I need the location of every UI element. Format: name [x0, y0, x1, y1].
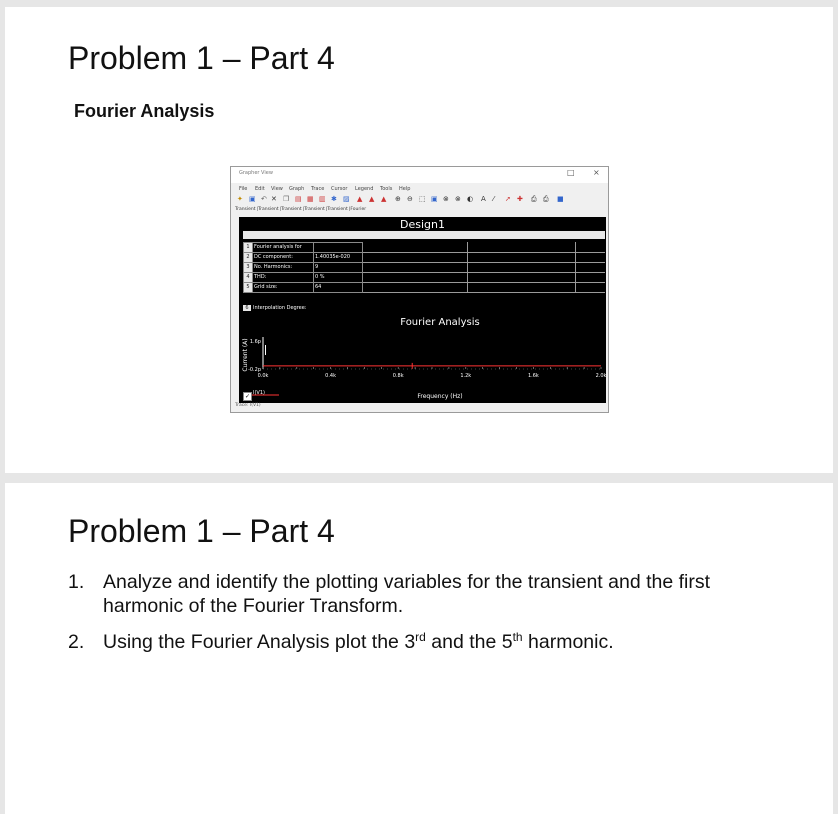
minimize-icon[interactable]: □ [567, 168, 575, 177]
cursor-marker [265, 345, 266, 355]
list-item [68, 570, 788, 618]
x-axis-label: Frequency (Hz) [417, 393, 463, 400]
slide-1-subtitle: Fourier Analysis [74, 101, 215, 121]
row-number: 4 [244, 273, 253, 283]
marker-icon[interactable]: ▲ [357, 195, 363, 203]
grapher-titlebar [231, 167, 608, 183]
fourier-chart[interactable] [239, 217, 606, 403]
paste-icon[interactable]: ▤ [295, 195, 302, 203]
menu-file[interactable]: File [239, 186, 248, 192]
reverse-colors-icon[interactable]: ✚ [517, 195, 523, 203]
menu-trace[interactable]: Trace [311, 186, 325, 192]
slide-1 [5, 7, 833, 473]
open-icon[interactable]: ✦ [237, 195, 243, 203]
menu-help[interactable]: Help [399, 186, 411, 192]
row-number: 5 [244, 283, 253, 293]
copy-icon[interactable]: ❐ [283, 195, 290, 203]
line-icon[interactable]: ⁄ [493, 195, 495, 203]
export-icon[interactable]: ◐ [467, 195, 474, 203]
table-label: Fourier analysis for [253, 243, 314, 253]
menu-edit[interactable]: Edit [255, 186, 265, 192]
tab-transient-1[interactable]: Transient [235, 207, 256, 212]
slide-2-title: Problem 1 – Part 4 [68, 513, 335, 549]
list-item [68, 630, 788, 654]
row-number: 3 [244, 263, 253, 273]
table-value: 0 % [314, 273, 363, 283]
print-icon[interactable]: ⎙ [531, 195, 537, 203]
y-tick-label: 1.6p [249, 339, 261, 345]
properties-icon[interactable]: ▨ [343, 195, 350, 203]
table-label: THD: [253, 273, 314, 283]
slide-1-title: Problem 1 – Part 4 [68, 40, 335, 76]
table-value: 1.40035e-020 [314, 253, 363, 263]
interpolation-label: Interpolation Degree: [253, 305, 307, 311]
x-tick-label: 1.2k [460, 373, 472, 379]
list-item-text-part-c: harmonic. [522, 631, 614, 653]
plot-area[interactable] [239, 217, 606, 403]
x-tick-label: 0.8k [392, 373, 404, 379]
x-tick-label: 1.6k [527, 373, 539, 379]
tab-transient-2[interactable]: Transient [258, 207, 279, 212]
legend-icon[interactable]: ▥ [319, 195, 326, 203]
list-item-text: Analyze and identify the plotting variables for the transient and the first harmonic of the Fourier Transform. [103, 571, 711, 617]
grapher-status-bar: Trace: I(V1) [235, 403, 261, 408]
zoom-y-icon[interactable]: ⊗ [455, 195, 461, 203]
tab-fourier[interactable]: Fourier [350, 207, 367, 212]
x-tick-label: 0.4k [325, 373, 337, 379]
tab-transient-5[interactable]: Transient [327, 207, 348, 212]
menu-graph[interactable]: Graph [289, 186, 305, 192]
table-label: No. Harmonics: [253, 263, 314, 273]
design-title: Design1 [400, 218, 445, 231]
table-label: Grid size: [253, 283, 314, 293]
menu-legend[interactable]: Legend [355, 186, 374, 192]
data-marker [412, 363, 413, 369]
task-list [68, 570, 788, 666]
zoom-x-icon[interactable]: ⊗ [443, 195, 449, 203]
table-value: 64 [314, 283, 363, 293]
list-item-text-part-b: and the 5 [425, 631, 513, 653]
superscript-th: th [512, 630, 523, 644]
arrow-icon[interactable]: ➚ [505, 195, 511, 203]
marker3-icon[interactable]: ▲ [381, 195, 387, 203]
grapher-view-window[interactable] [230, 166, 609, 413]
grapher-menubar [231, 184, 608, 194]
y-axis-label: Current (A) [242, 338, 249, 372]
table-label: DC component: [253, 253, 314, 263]
row-number: 6 [243, 305, 251, 311]
grapher-toolbar [235, 195, 604, 205]
y-tick-label: -0.2p [248, 367, 261, 373]
close-icon[interactable]: × [593, 168, 600, 177]
menu-cursor[interactable]: Cursor [331, 186, 348, 192]
row-number: 1 [244, 243, 253, 253]
row-number: 2 [244, 253, 253, 263]
overflow-icon[interactable]: ■ [557, 195, 564, 203]
print-preview-icon[interactable]: ⎙ [543, 195, 549, 203]
zoom-area-icon[interactable]: ⬚ [419, 195, 426, 203]
x-tick-label: 2.0k [595, 373, 606, 379]
grapher-tab-strip: Transient|Transient|Transient|Transient|Transient|Fourier [235, 207, 367, 212]
save-icon[interactable]: ▣ [249, 195, 256, 203]
grid-icon[interactable]: ▦ [307, 195, 314, 203]
menu-tools[interactable]: Tools [380, 186, 393, 192]
tab-transient-4[interactable]: Transient [304, 207, 325, 212]
tab-transient-3[interactable]: Transient [281, 207, 302, 212]
list-item-text-part-a: Using the Fourier Analysis plot the 3 [103, 631, 416, 653]
cursor-icon[interactable]: ✱ [331, 195, 337, 203]
marker2-icon[interactable]: ▲ [369, 195, 375, 203]
x-tick-label: 0.0k [257, 373, 269, 379]
delete-icon[interactable]: ✕ [271, 195, 277, 203]
slide-2 [5, 483, 833, 814]
list-item-number: 2. [68, 631, 85, 653]
superscript-rd: rd [415, 630, 426, 644]
zoom-in-icon[interactable]: ⊕ [395, 195, 401, 203]
trace-legend-label: I(V1) [253, 390, 265, 396]
zoom-fit-icon[interactable]: ▣ [431, 195, 438, 203]
chart-title: Fourier Analysis [400, 317, 480, 328]
table-value: 9 [314, 263, 363, 273]
grapher-window-title: Grapher View [239, 170, 273, 176]
text-icon[interactable]: A [481, 195, 486, 203]
trace-visibility-checkbox[interactable]: ✓ [244, 393, 251, 400]
list-item-number: 1. [68, 571, 85, 593]
zoom-out-icon[interactable]: ⊖ [407, 195, 413, 203]
menu-view[interactable]: View [271, 186, 283, 192]
undo-icon[interactable]: ↶ [261, 195, 267, 203]
